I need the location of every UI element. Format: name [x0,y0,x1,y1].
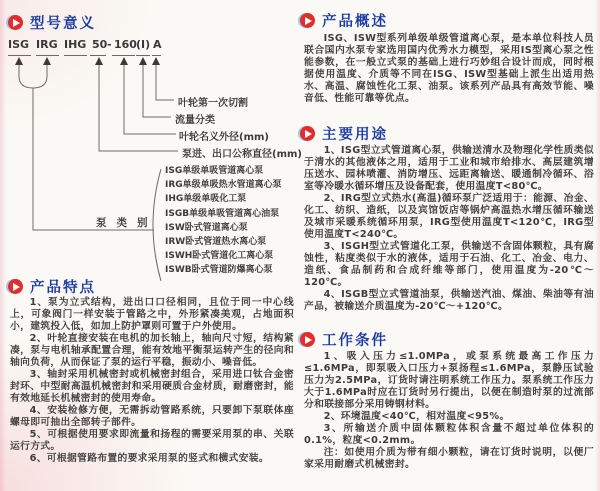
uses-text [304,145,594,313]
section-bullet-play-icon [300,126,315,141]
pump-category-item: IHG单级单吸化工泵 [165,194,247,205]
feature-paragraph: 2、叶轮直接安装在电机的加长轴上，轴向尺寸短，结构紧凑，泵与电机轴承配置合理，能有效地平衡泵运转产生的径向和轴向负荷，从而保证了泵的运行平稳，振动小、噪音低。 [10,333,294,368]
diagram-label-impeller-od: 叶轮名义外径(mm) [179,132,269,143]
model-code-token: (Ⅰ) [136,38,151,51]
pump-category-item: ISW卧式管道离心泵 [165,222,248,233]
condition-paragraph: 1、吸入压力≤1.0MPa，或泵系统最高工作压力≤1.6MPa，即泵吸入口压力+泵扬程≤1.6MPa，泵静压试验压力为2.5MPa，订货时请注明系统工作压力。泵系统工作压力大于1.6MPa时应在订货时另行提出，以便在制造时泵的过流部分和联接部分采用铸钢材料。 [304,351,594,410]
diagram-label-flow-class: 流量分类 [175,115,215,126]
section-title-conditions: 工作条件 [322,333,388,349]
section-bullet-play-icon [8,279,23,294]
section-header-uses [300,123,388,144]
feature-paragraph: 5、可根据使用要求即流量和扬程的需要采用泵的串、关联运行方式。 [10,429,294,452]
model-designation-diagram [8,38,302,284]
section-header-conditions [300,329,388,350]
model-code-token: IHG [64,38,87,51]
condition-note: 注：如使用介质为带有细小颗粒，请在订货时说明，以便厂家采用耐磨式机械密封。 [304,447,594,470]
section-title-model: 型号意义 [30,16,96,32]
feature-paragraph: 1、泵为立式结构，进出口口径相同，且位于同一中心线上，可象阀门一样安装于管路之中，外形紧凑美观，占地面积小，建筑投入低，如加上防护罩则可置于户外使用。 [10,297,294,332]
use-paragraph: 1、ISG型立式管道离心泵，供输送清水及物理化学性质类似于清水的其他液体之用，适用于工业和城市给排水、高层建筑增压送水、园林喷灌、消防增压、远距离输送、暖通制冷循环、浴室等冷暖水循环增压及设备配套，使用温度T<80℃。 [304,145,594,192]
diagram-label-port-diameter: 泵进、出口公称直径(mm) [182,149,302,160]
feature-paragraph: 6、可根据管路布置的要求采用泵的竖式和横式安装。 [29,453,269,464]
section-title-overview: 产品概述 [322,14,388,30]
feature-paragraph: 3、轴封采用机械密封或机械密封组合，采用进口钛合金密封环、中型耐高温机械密封和采用硬质合金材质，耐磨密封，能有效地延长机械密封的使用寿命。 [10,369,294,404]
use-paragraph: 3、ISGH型立式管道化工泵，供输送不含固体颗粒，具有腐蚀性，粘度类似于水的液体，适用于石油、化工、冶金、电力、造纸、食品制药和合成纤维等部门，使用温度为-20℃～120℃。 [304,241,594,288]
section-bullet-play-icon [300,13,315,28]
overview-paragraph: ISG、ISW型系列单级单级管道离心泵，是本单位科技人员联合国内水泵专家选用国内优秀水力模型，采用IS型离心泵之性能参数，在一般立式泵的基础上进行巧妙组合设计而成，同时根据使用温度、介质等不同在ISG、ISW型基础上派生出适用热水、高温、腐蚀性化工泵、油泵。该系列产品具有高效节能、噪音低、性能可靠等优点。 [304,33,594,104]
pump-category-item: ISWH卧式管道化工离心泵 [165,251,274,262]
condition-paragraph: 3、所输送介质中固体颗粒体积含量不超过单位体积的0.1%，粒度<0.2mm。 [304,423,594,446]
feature-paragraph: 4、安装检修方便，无需拆动管路系统，只要卸下泵联体座螺母即可抽出全部转子部件。 [10,405,294,428]
conditions-text [304,351,594,471]
diagram-label-pump-category: 泵类别 [96,217,158,229]
section-title-uses: 主要用途 [322,127,388,143]
section-header-features [8,276,96,297]
section-bullet-play-icon [300,332,315,347]
model-code-token: IRG [36,38,58,51]
section-bullet-play-icon [8,15,23,30]
diagram-label-impeller-cut: 叶轮第一次切割 [178,98,248,109]
model-code-token: A [153,38,162,51]
condition-paragraph: 2、环境温度<40℃，相对温度<95%。 [323,411,510,422]
section-title-features: 产品特点 [30,280,96,296]
section-header-model [8,12,96,33]
use-paragraph: 4、ISGB型立式管道油泵，供输送汽油、煤油、柴油等有油产品，被输送介质温度为-20℃～+120℃。 [304,289,594,312]
pump-category-item: ISGB单级单吸管道离心油泵 [165,208,280,219]
overview-text [304,33,594,105]
model-code-token: - [107,38,112,51]
pump-category-item: IRG单级单吸热水管道离心泵 [165,180,282,191]
use-paragraph: 2、IRG型立式热水(高温)循环泵广泛适用于：能源、冶金、化工、纺织、造纸，以及宾馆饭店等锅炉高温热水增压循环输送及城市采暖系统循环用泵，IRG型使用温度T<120℃，IRG型使用温度T<240℃。 [304,193,594,240]
pump-category-item: ISWB卧式管道防爆离心泵 [165,265,273,276]
pump-category-list [165,164,282,278]
model-code-token: 50 [92,38,108,51]
model-code-token: ISG [8,38,30,51]
model-code-token: 160 [114,38,137,51]
pump-category-item: ISG单级单吸管道离心泵 [165,166,264,176]
features-text [10,297,294,465]
section-header-overview [300,10,388,31]
pump-category-item: IRW卧式管道热水离心泵 [165,237,267,248]
